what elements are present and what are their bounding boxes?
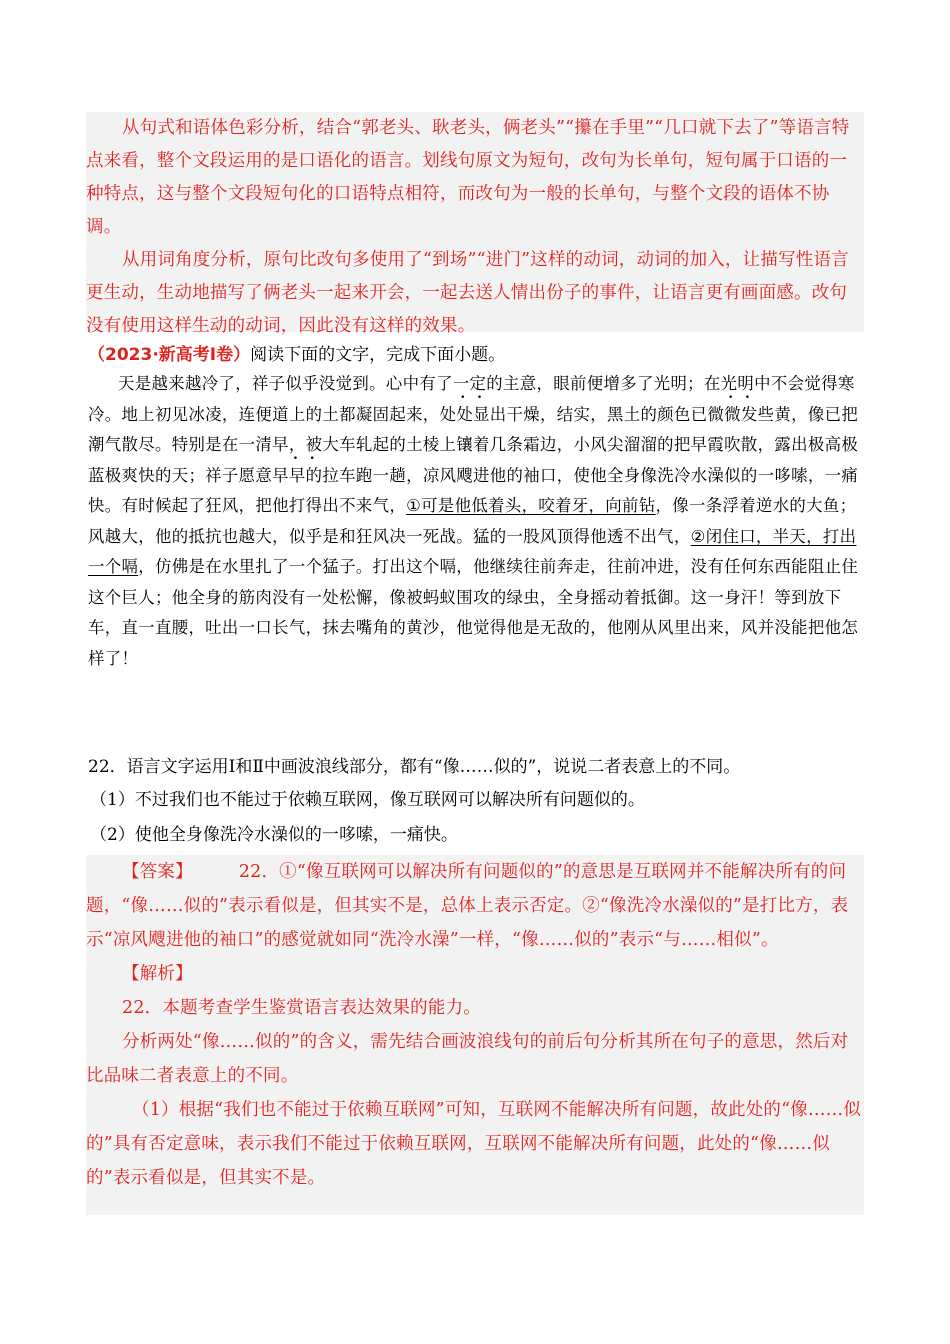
passage-paragraph (88, 369, 862, 674)
analysis-paragraph-1: 从句式和语体色彩分析，结合“郭老头、耿老头，俩老头”“攥在手里”“几口就下去了”等语言特点来看，整个文段运用的是口语化的语言。划线句原文为短句，改句为长单句，短句属于口语的一种特点，这与整个文段短句化的口语特点相符，而改句为一般的长单句，与整个文段的语体不协调。 (86, 118, 850, 237)
passage-text: ，仿佛是在水里扎了一个猛子。打出这个嗝，他继续往前奔走，往前冲进，没有任何东西能阻止住这个巨人；他全身的筋肉没有一处松懈，像被蚂蚁围攻的绿虫，全身摇动着抵御。这一身汗！等到放下车，直一直腰，吐出一口长气，抹去嘴角的黄沙，他觉得他是无敌的，他刚从风里出来，风并没能把他怎样了！ (88, 557, 859, 668)
reading-passage (88, 369, 862, 674)
emphasis-char: 早 (288, 465, 306, 485)
emphasis-char: 微 (724, 404, 741, 424)
question-item-1: （1）不过我们也不能过于依赖互联网，像互联网可以解决所有问题似的。 (90, 790, 645, 810)
passage-text: 的拉车跑一趟，凉风飕进他的袖口，使他全身像洗冷水澡似的一哆嗦，一痛快。有时候起了狂风，把他打得出不来气， (88, 465, 859, 515)
answer-block (86, 855, 864, 1215)
emphasis-char: 微 (707, 404, 725, 424)
analysis-line-2: 分析两处“像……似的”的含义，需先结合画波浪线句的前后句分析其所在句子的意思，然后对比品味二者表意上的不同。 (86, 1032, 849, 1086)
answer-text: 22．①“像互联网可以解决所有问题似的”的意思是互联网并不能解决所有的问题，“像……似的”表示看似是，但其实不是，总体上表示否定。②“像洗冷水澡似的”是打比方，表示“凉风飕进他的袖口”的感觉就如同“洗冷水澡”一样，“像……似的”表示“与……相似”。 (86, 862, 849, 950)
passage-text: 天是越来越冷了，祥子似乎没觉到。心中有了一定的主意，眼前便增多了光明；在光明中不会觉得寒冷。地上初见冰凌，连便道上的土都凝固起来， (88, 374, 855, 424)
reading-instruction: 阅读下面的文字，完成下面小题。 (250, 345, 506, 365)
emphasis-char: 处 (456, 404, 474, 424)
underlined-sentence-1: ①可是他低着头，咬着牙，向前钻 (406, 496, 656, 515)
answer-paragraph (86, 855, 864, 957)
question-item-2: （2）使他全身像洗冷水澡似的一哆嗦，一痛快。 (90, 825, 458, 845)
passage-text: ，像一条浮着逆水的大鱼；风越大，他的抵抗也越大，似乎是和狂风决一死战。猛的一股风顶得他透不出气， (88, 496, 857, 546)
analysis-block (86, 112, 864, 336)
emphasis-char: 早 (272, 465, 289, 485)
analysis-label: 【解析】 (122, 964, 193, 984)
passage-text: 显出干燥，结实，黑土的颜色已 (473, 404, 708, 424)
source-line (88, 342, 858, 368)
passage-text: 发些黄，像已把潮气散尽。特别是在一清早，被大车轧起的土棱上镶着几条霜边，小风尖溜溜的把早霞吹散，露出极高极蓝极爽快的天；祥子愿意 (88, 404, 859, 485)
emphasis-char: 处 (439, 404, 457, 424)
exam-source-tag: （2023·新高考Ⅰ卷） (88, 345, 251, 365)
analysis-paragraph-2: 从用词角度分析，原句比改句多使用了“到场”“进门”这样的动词，动词的加入，让描写性语言更生动，生动地描写了俩老头一起来开会，一起去送人情出份子的事件，让语言更有画面感。改句没有使用这样生动的动词，因此没有这样的效果。 (86, 250, 849, 336)
underlined-sentence-2: ②闭住口，半天，打出一个嗝 (88, 526, 857, 576)
analysis-line-1: 22．本题考查学生鉴赏语言表达效果的能力。 (122, 998, 481, 1018)
analysis-line-3: （1）根据“我们也不能过于依赖互联网”可知，互联网不能解决所有问题，故此处的“像……似的”具有否定意味，表示我们不能过于依赖互联网，互联网不能解决所有问题，此处的“像……似的”表示看似是，但其实不是。 (86, 1100, 862, 1188)
answer-label: 【答案】 (122, 862, 193, 882)
question-stem: 22．语言文字运用Ⅰ和Ⅱ中画波浪线部分，都有“像……似的”，说说二者表意上的不同。 (88, 757, 741, 777)
